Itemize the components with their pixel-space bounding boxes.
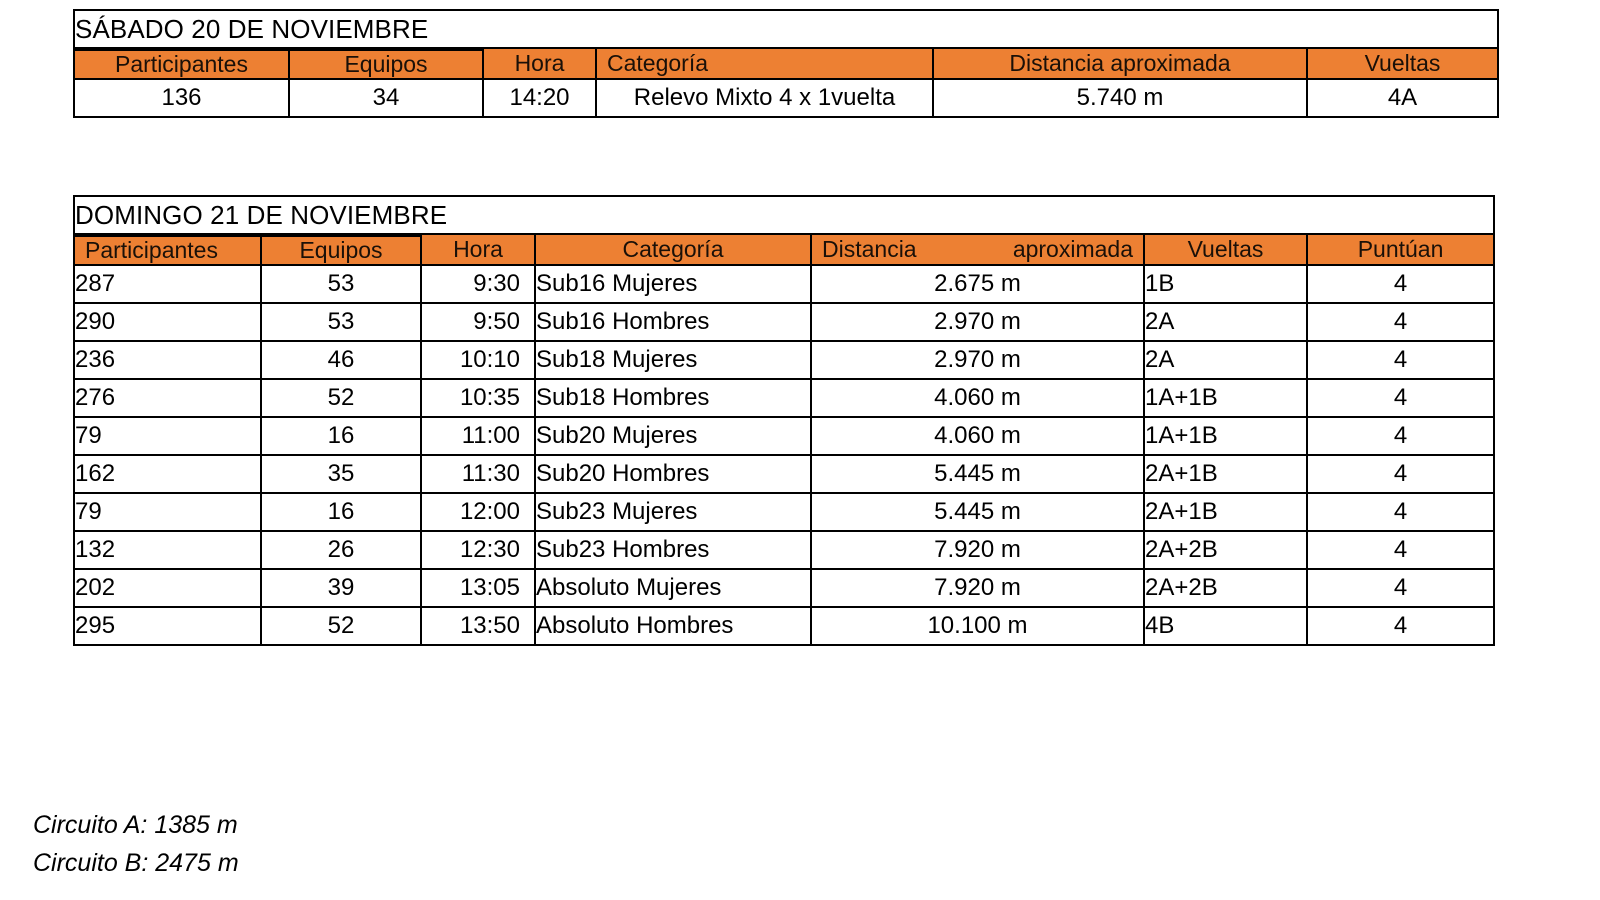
cell-vueltas: 1B <box>1144 265 1307 303</box>
sunday-header-hora: Hora <box>421 234 535 265</box>
cell-hora: 12:30 <box>421 531 535 569</box>
cell-hora: 10:35 <box>421 379 535 417</box>
cell-participantes: 295 <box>74 607 261 645</box>
table-row <box>74 79 1498 117</box>
cell-vueltas: 2A+2B <box>1144 569 1307 607</box>
cell-puntuan: 4 <box>1307 379 1494 417</box>
cell-categoria: Sub20 Hombres <box>535 455 811 493</box>
cell-equipos: 52 <box>261 379 421 417</box>
cell-distancia: 2.970 m <box>811 303 1144 341</box>
saturday-title-row <box>74 10 1498 48</box>
cell-puntuan: 4 <box>1307 303 1494 341</box>
cell-distancia: 7.920 m <box>811 531 1144 569</box>
cell-hora: 9:50 <box>421 303 535 341</box>
table-row <box>74 455 1494 493</box>
sunday-header-equipos: Equipos <box>261 236 421 265</box>
cell-participantes: 276 <box>74 379 261 417</box>
cell-participantes: 290 <box>74 303 261 341</box>
table-row <box>74 265 1494 303</box>
cell-vueltas: 2A+2B <box>1144 531 1307 569</box>
cell-distancia: 4.060 m <box>811 417 1144 455</box>
cell-hora: 13:05 <box>421 569 535 607</box>
cell-distancia: 7.920 m <box>811 569 1144 607</box>
saturday-header-equipos: Equipos <box>289 50 483 79</box>
cell-vueltas: 1A+1B <box>1144 379 1307 417</box>
cell-equipos: 46 <box>261 341 421 379</box>
cell-hora: 11:00 <box>421 417 535 455</box>
cell-puntuan: 4 <box>1307 607 1494 645</box>
cell-hora: 12:00 <box>421 493 535 531</box>
cell-vueltas: 2A <box>1144 303 1307 341</box>
table-row <box>74 531 1494 569</box>
cell-puntuan: 4 <box>1307 493 1494 531</box>
cell-hora: 14:20 <box>483 79 596 117</box>
cell-distancia: 10.100 m <box>811 607 1144 645</box>
sunday-header-categoria: Categoría <box>535 234 811 265</box>
saturday-day-title: SÁBADO 20 DE NOVIEMBRE <box>74 10 1498 48</box>
cell-categoria: Sub16 Mujeres <box>535 265 811 303</box>
sunday-header-vueltas: Vueltas <box>1144 234 1307 265</box>
cell-distancia: 5.445 m <box>811 493 1144 531</box>
cell-puntuan: 4 <box>1307 417 1494 455</box>
saturday-header-participantes: Participantes <box>74 50 289 79</box>
cell-participantes: 79 <box>74 417 261 455</box>
saturday-header-vueltas: Vueltas <box>1307 48 1498 79</box>
table-row <box>74 417 1494 455</box>
circuit-b-note: Circuito B: 2475 m <box>33 849 239 877</box>
cell-distancia: 2.970 m <box>811 341 1144 379</box>
table-row <box>74 379 1494 417</box>
saturday-header-hora: Hora <box>483 48 596 79</box>
cell-equipos: 26 <box>261 531 421 569</box>
cell-categoria: Sub18 Mujeres <box>535 341 811 379</box>
table-row <box>74 341 1494 379</box>
cell-equipos: 53 <box>261 303 421 341</box>
table-row <box>74 303 1494 341</box>
cell-participantes: 202 <box>74 569 261 607</box>
saturday-header-distancia: Distancia aproximada <box>933 48 1307 79</box>
table-row <box>74 493 1494 531</box>
cell-categoria: Sub23 Mujeres <box>535 493 811 531</box>
cell-categoria: Sub18 Hombres <box>535 379 811 417</box>
cell-vueltas: 4A <box>1307 79 1498 117</box>
cell-participantes: 236 <box>74 341 261 379</box>
cell-puntuan: 4 <box>1307 341 1494 379</box>
cell-categoria: Absoluto Hombres <box>535 607 811 645</box>
cell-hora: 13:50 <box>421 607 535 645</box>
cell-participantes: 287 <box>74 265 261 303</box>
cell-categoria: Absoluto Mujeres <box>535 569 811 607</box>
cell-vueltas: 4B <box>1144 607 1307 645</box>
cell-participantes: 132 <box>74 531 261 569</box>
saturday-schedule-table <box>73 9 1499 118</box>
cell-categoria: Sub23 Hombres <box>535 531 811 569</box>
cell-equipos: 52 <box>261 607 421 645</box>
cell-hora: 9:30 <box>421 265 535 303</box>
cell-participantes: 162 <box>74 455 261 493</box>
cell-puntuan: 4 <box>1307 265 1494 303</box>
cell-equipos: 39 <box>261 569 421 607</box>
sunday-title-row <box>74 196 1494 234</box>
cell-puntuan: 4 <box>1307 455 1494 493</box>
cell-distancia: 4.060 m <box>811 379 1144 417</box>
cell-distancia: 5.740 m <box>933 79 1307 117</box>
cell-vueltas: 2A <box>1144 341 1307 379</box>
cell-distancia: 5.445 m <box>811 455 1144 493</box>
circuit-length-notes <box>33 806 239 892</box>
sunday-schedule-table <box>73 195 1495 646</box>
sunday-header-distancia: Distancia aproximada <box>811 234 1144 265</box>
cell-hora: 10:10 <box>421 341 535 379</box>
circuit-a-note: Circuito A: 1385 m <box>33 811 238 839</box>
sunday-header-participantes: Participantes <box>74 236 261 265</box>
cell-equipos: 16 <box>261 417 421 455</box>
cell-equipos: 53 <box>261 265 421 303</box>
cell-participantes: 136 <box>74 79 289 117</box>
cell-puntuan: 4 <box>1307 531 1494 569</box>
clipped-note-line <box>33 882 239 892</box>
sunday-day-title: DOMINGO 21 DE NOVIEMBRE <box>74 196 1494 234</box>
cell-categoria: Sub16 Hombres <box>535 303 811 341</box>
sunday-header-puntuan: Puntúan <box>1307 234 1494 265</box>
cell-hora: 11:30 <box>421 455 535 493</box>
cell-puntuan: 4 <box>1307 569 1494 607</box>
saturday-header-categoria: Categoría <box>596 48 933 79</box>
table-row <box>74 569 1494 607</box>
table-row <box>74 607 1494 645</box>
cell-categoria: Relevo Mixto 4 x 1vuelta <box>596 79 933 117</box>
cell-equipos: 16 <box>261 493 421 531</box>
cell-equipos: 34 <box>289 79 483 117</box>
cell-equipos: 35 <box>261 455 421 493</box>
cell-vueltas: 1A+1B <box>1144 417 1307 455</box>
cell-participantes: 79 <box>74 493 261 531</box>
cell-categoria: Sub20 Mujeres <box>535 417 811 455</box>
cell-vueltas: 2A+1B <box>1144 493 1307 531</box>
cell-distancia: 2.675 m <box>811 265 1144 303</box>
cell-vueltas: 2A+1B <box>1144 455 1307 493</box>
